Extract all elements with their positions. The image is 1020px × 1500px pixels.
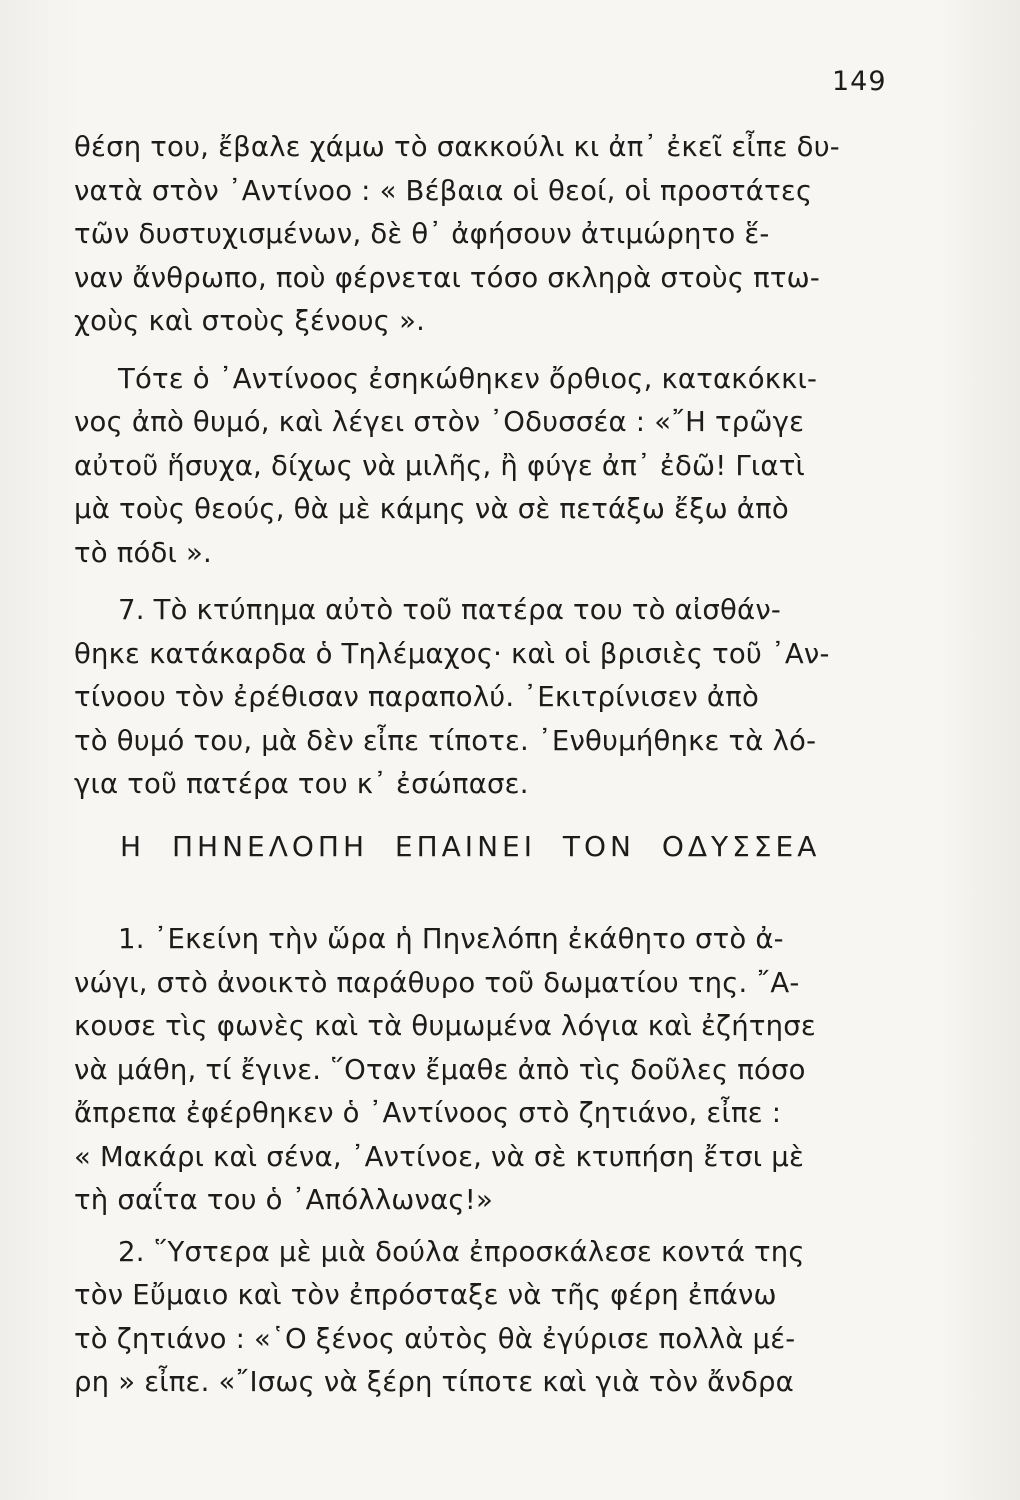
body-text-bottom [74, 918, 896, 1405]
text-line: τὸ θυμό του, μὰ δὲν εἶπε τίποτε. ᾿Ενθυμήθηκε τὰ λό- [74, 724, 817, 757]
text-line: χοὺς καὶ στοὺς ξένους ». [74, 305, 426, 337]
text-line: θέση του, ἔβαλε χάμω τὸ σακκούλι κι ἀπ᾿ ἐκεῖ εἶπε δυ- [74, 131, 840, 163]
text-line: τῶν δυστυχισμένων, δὲ θ᾿ ἀφήσουν ἀτιμώρητο ἕ- [74, 218, 770, 250]
body-text-top [74, 126, 896, 807]
text-line: τίνοου τὸν ἐρέθισαν παραπολύ. ᾿Εκιτρίνισεν ἀπὸ [74, 681, 760, 713]
text-line: μὰ τοὺς θεούς, θὰ μὲ κάμης νὰ σὲ πετάξω ἔξω ἀπὸ [74, 493, 789, 525]
text-line: αὐτοῦ ἥσυχα, δίχως νὰ μιλῆς, ἢ φύγε ἀπ᾿ ἐδῶ! Γιατὶ [74, 449, 806, 482]
text-line: νώγι, στὸ ἀνοικτὸ παράθυρο τοῦ δωματίου της. ῎Α- [74, 966, 800, 999]
text-line: κουσε τὶς φωνὲς καὶ τὰ θυμωμένα λόγια καὶ ἐζήτησε [74, 1010, 816, 1042]
text-line: τὸ πόδι ». [74, 536, 212, 569]
text-line: « Μακάρι καὶ σένα, ᾿Αντίνοε, νὰ σὲ κτυπήση ἔτσι μὲ [74, 1140, 805, 1173]
text-line: νατὰ στὸν ᾿Αντίνοο : « Βέβαια οἱ θεοί, οἱ προστάτες [74, 174, 813, 207]
text-line: ἄπρεπα ἐφέρθηκεν ὁ ᾿Αντίνοος στὸ ζητιάνο, εἶπε : [74, 1097, 782, 1129]
text-line: θηκε κατάκαρδα ὁ Τηλέμαχος· καὶ οἱ βρισιὲς τοῦ ᾿Αν- [74, 637, 830, 670]
text-line: ρη » εἶπε. «῎Ισως νὰ ξέρη τίποτε καὶ γιὰ τὸν ἄνδρα [74, 1366, 794, 1398]
text-line: νὰ μάθη, τί ἔγινε. ῞Οταν ἔμαθε ἀπὸ τὶς δοῦλες πόσο [74, 1053, 806, 1086]
text-line: 7. Τὸ κτύπημα αὐτὸ τοῦ πατέρα του τὸ αἰσθάν- [118, 594, 782, 626]
text-line: τὸ ζητιάνο : «῾Ο ξένος αὐτὸς θὰ ἐγύρισε πολλὰ μέ- [74, 1322, 796, 1355]
text-line: Τότε ὁ ᾿Αντίνοος ἐσηκώθηκεν ὄρθιος, κατακόκκι- [118, 362, 818, 395]
text-line: για τοῦ πατέρα του κ᾿ ἐσώπασε. [74, 768, 529, 800]
page-number: 149 [832, 66, 887, 97]
text-line: νος ἀπὸ θυμό, καὶ λέγει στὸν ᾿Οδυσσέα : «῎Η τρῶγε [74, 406, 805, 438]
text-line: 2. ῞Υστερα μὲ μιὰ δούλα ἐπροσκάλεσε κοντά της [118, 1235, 805, 1268]
text-line: τὴ σαΐτα του ὁ ᾿Απόλλωνας!» [74, 1184, 494, 1216]
text-line: τὸν Εὔμαιο καὶ τὸν ἐπρόσταξε νὰ τῆς φέρη ἐπάνω [74, 1279, 777, 1311]
text-line: ναν ἄνθρωπο, ποὺ φέρνεται τόσο σκληρὰ στοὺς πτω- [74, 261, 821, 294]
section-heading: Η ΠΗΝΕΛΟΠΗ ΕΠΑΙΝΕΙ ΤΟΝ ΟΔΥΣΣΕΑ [120, 830, 821, 863]
text-line: 1. ᾿Εκείνη τὴν ὥρα ἡ Πηνελόπη ἐκάθητο στὸ ἀ- [118, 923, 784, 955]
